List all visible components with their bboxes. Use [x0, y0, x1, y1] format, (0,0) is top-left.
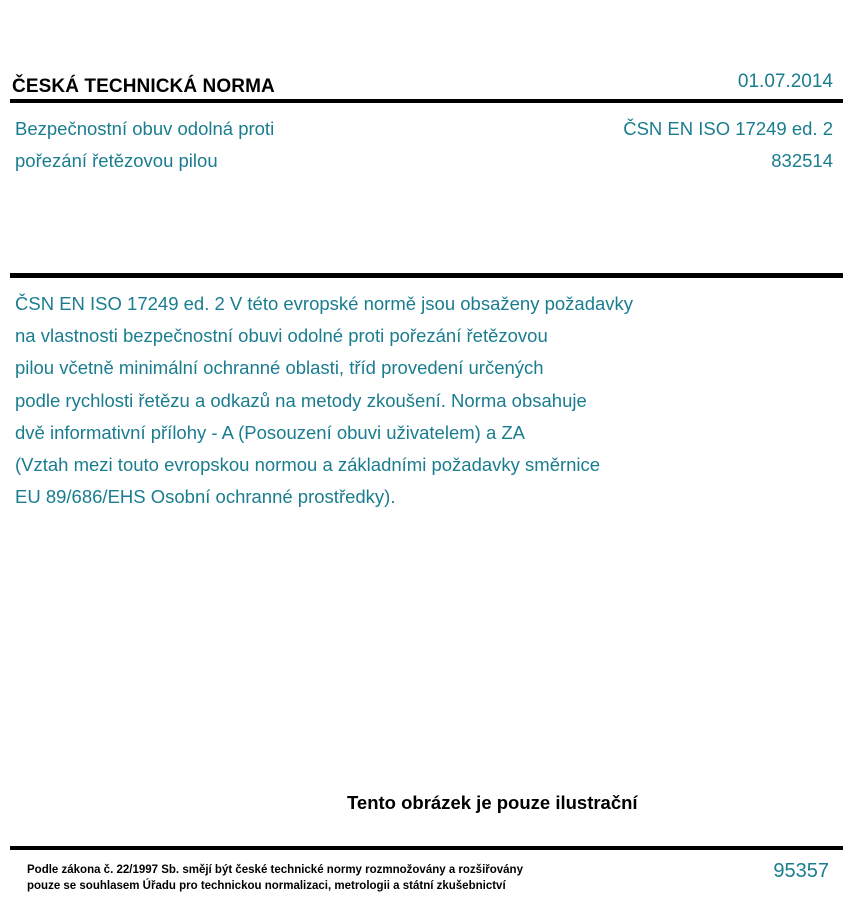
legal-notice-line: pouze se souhlasem Úřadu pro technickou normalizaci, metrologii a státní zkušebnictví — [27, 880, 506, 892]
description-line: dvě informativní přílohy - A (Posouzení obuvi uživatelem) a ZA — [15, 421, 526, 443]
footer-rule — [10, 846, 843, 850]
description-line: ČSN EN ISO 17249 ed. 2 V této evropské normě jsou obsaženy požadavky — [15, 293, 634, 314]
legal-notice — [27, 862, 523, 894]
illustration-note: Tento obrázek je pouze ilustrační — [347, 792, 638, 813]
publication-date: 01.07.2014 — [737, 71, 833, 92]
description-line: pilou včetně minimální ochranné oblasti, tříd provedení určených — [15, 357, 544, 379]
description-line: EU 89/686/EHS Osobní ochranné prostředky). — [15, 486, 396, 508]
standard-description — [15, 288, 775, 513]
classification-code: 832514 — [771, 150, 833, 171]
document-heading: ČESKÁ TECHNICKÁ NORMA — [12, 76, 275, 97]
standard-title-line-2: pořezání řetězovou pilou — [15, 150, 218, 171]
standard-designation: ČSN EN ISO 17249 ed. 2 — [623, 118, 833, 139]
description-line: (Vztah mezi touto evropskou normou a základními požadavky směrnice — [15, 454, 601, 476]
document-number: 95357 — [773, 860, 829, 882]
legal-notice-line: Podle zákona č. 22/1997 Sb. smějí být české technické normy rozmnožovány a rozšiřovány — [27, 864, 523, 876]
standard-title-line-1: Bezpečnostní obuv odolná proti — [15, 118, 275, 139]
header-rule — [10, 99, 843, 103]
description-line: na vlastnosti bezpečnostní obuvi odolné proti pořezání řetězovou — [15, 325, 548, 347]
description-line: podle rychlosti řetězu a odkazů na metody zkoušení. Norma obsahuje — [15, 389, 587, 411]
section-rule — [10, 273, 843, 278]
